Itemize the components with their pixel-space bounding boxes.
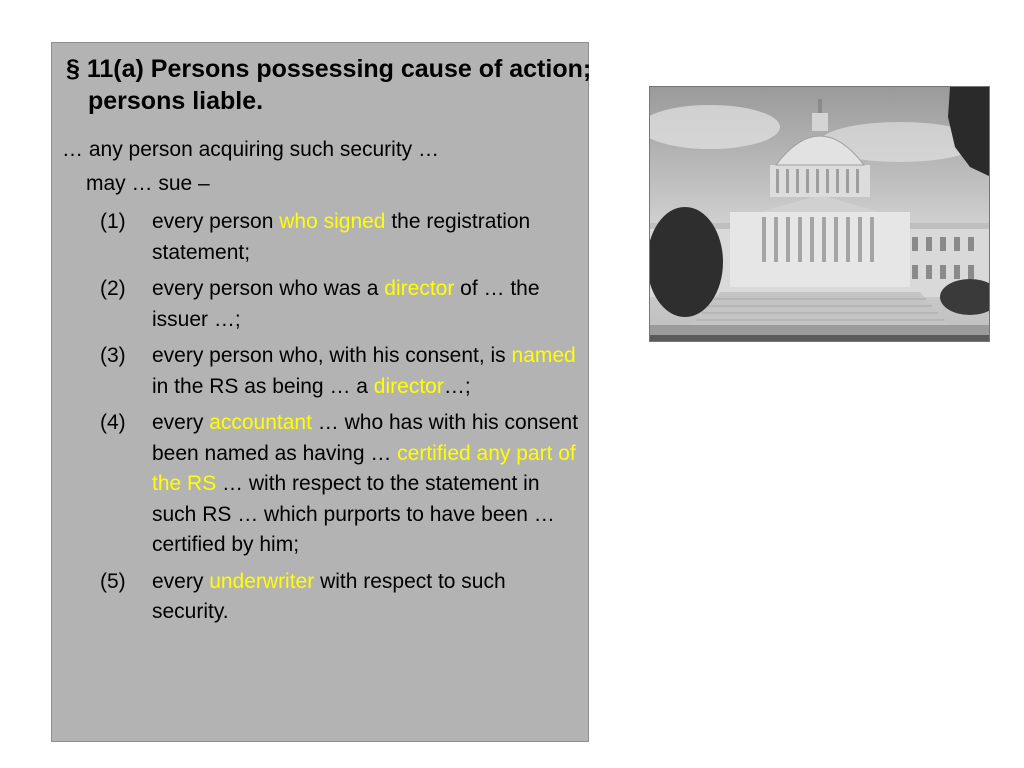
slide-text-panel [51, 42, 592, 742]
highlight-director: director [384, 277, 455, 300]
statue-of-freedom [818, 99, 822, 113]
highlight-who-signed: who signed [279, 210, 386, 233]
intro-text: any person acquiring such security … [88, 138, 440, 161]
intro-line-2: may … sue – [86, 172, 210, 195]
highlight-named: named [511, 344, 576, 367]
highlight-accountant: accountant [209, 411, 312, 434]
item-text: every [152, 411, 210, 434]
list-item-3 [100, 341, 580, 402]
capitol-illustration [650, 87, 990, 342]
list-item-5 [100, 567, 580, 628]
item-text: the registration statement; [152, 210, 531, 264]
intro-line-1 [62, 135, 439, 165]
item-text: … with respect to the statement in such RS … which purports to have been … certified by him; [152, 472, 555, 556]
capitol-building-photo [649, 86, 990, 342]
slide-heading: § 11(a) Persons possessing cause of action; persons liable. [66, 55, 592, 115]
highlight-underwriter: underwriter [209, 569, 315, 593]
capitol-steps [690, 292, 950, 327]
item-text: of … the issuer …; [152, 277, 540, 331]
item-text: … who has with his consent been named as having … [152, 411, 579, 465]
item-text: every person who, with his consent, is [152, 344, 512, 367]
central-portico [730, 212, 910, 287]
item-text: every [152, 569, 210, 593]
item-text: with respect to such security. [152, 569, 506, 623]
list-item-1 [100, 207, 580, 268]
item-number: (1) [100, 210, 126, 233]
item-text: in the RS as being … a [152, 374, 374, 398]
liable-persons-list [100, 207, 580, 634]
dome-drum [770, 165, 870, 197]
lantern [812, 113, 828, 131]
tree-left [650, 207, 723, 317]
item-number: (3) [100, 344, 126, 367]
list-item-2 [100, 274, 580, 335]
item-number: (2) [100, 277, 126, 300]
item-text: every person who was a [152, 277, 385, 300]
item-text: …; [443, 374, 471, 398]
highlight-director: director [373, 374, 444, 398]
item-text: every person [152, 210, 280, 233]
list-item-4 [100, 408, 580, 561]
intro-ellipsis: … [62, 138, 83, 161]
item-number: (4) [100, 411, 126, 434]
item-number: (5) [100, 569, 126, 593]
highlight-certified: certified any part of the RS [152, 441, 576, 495]
